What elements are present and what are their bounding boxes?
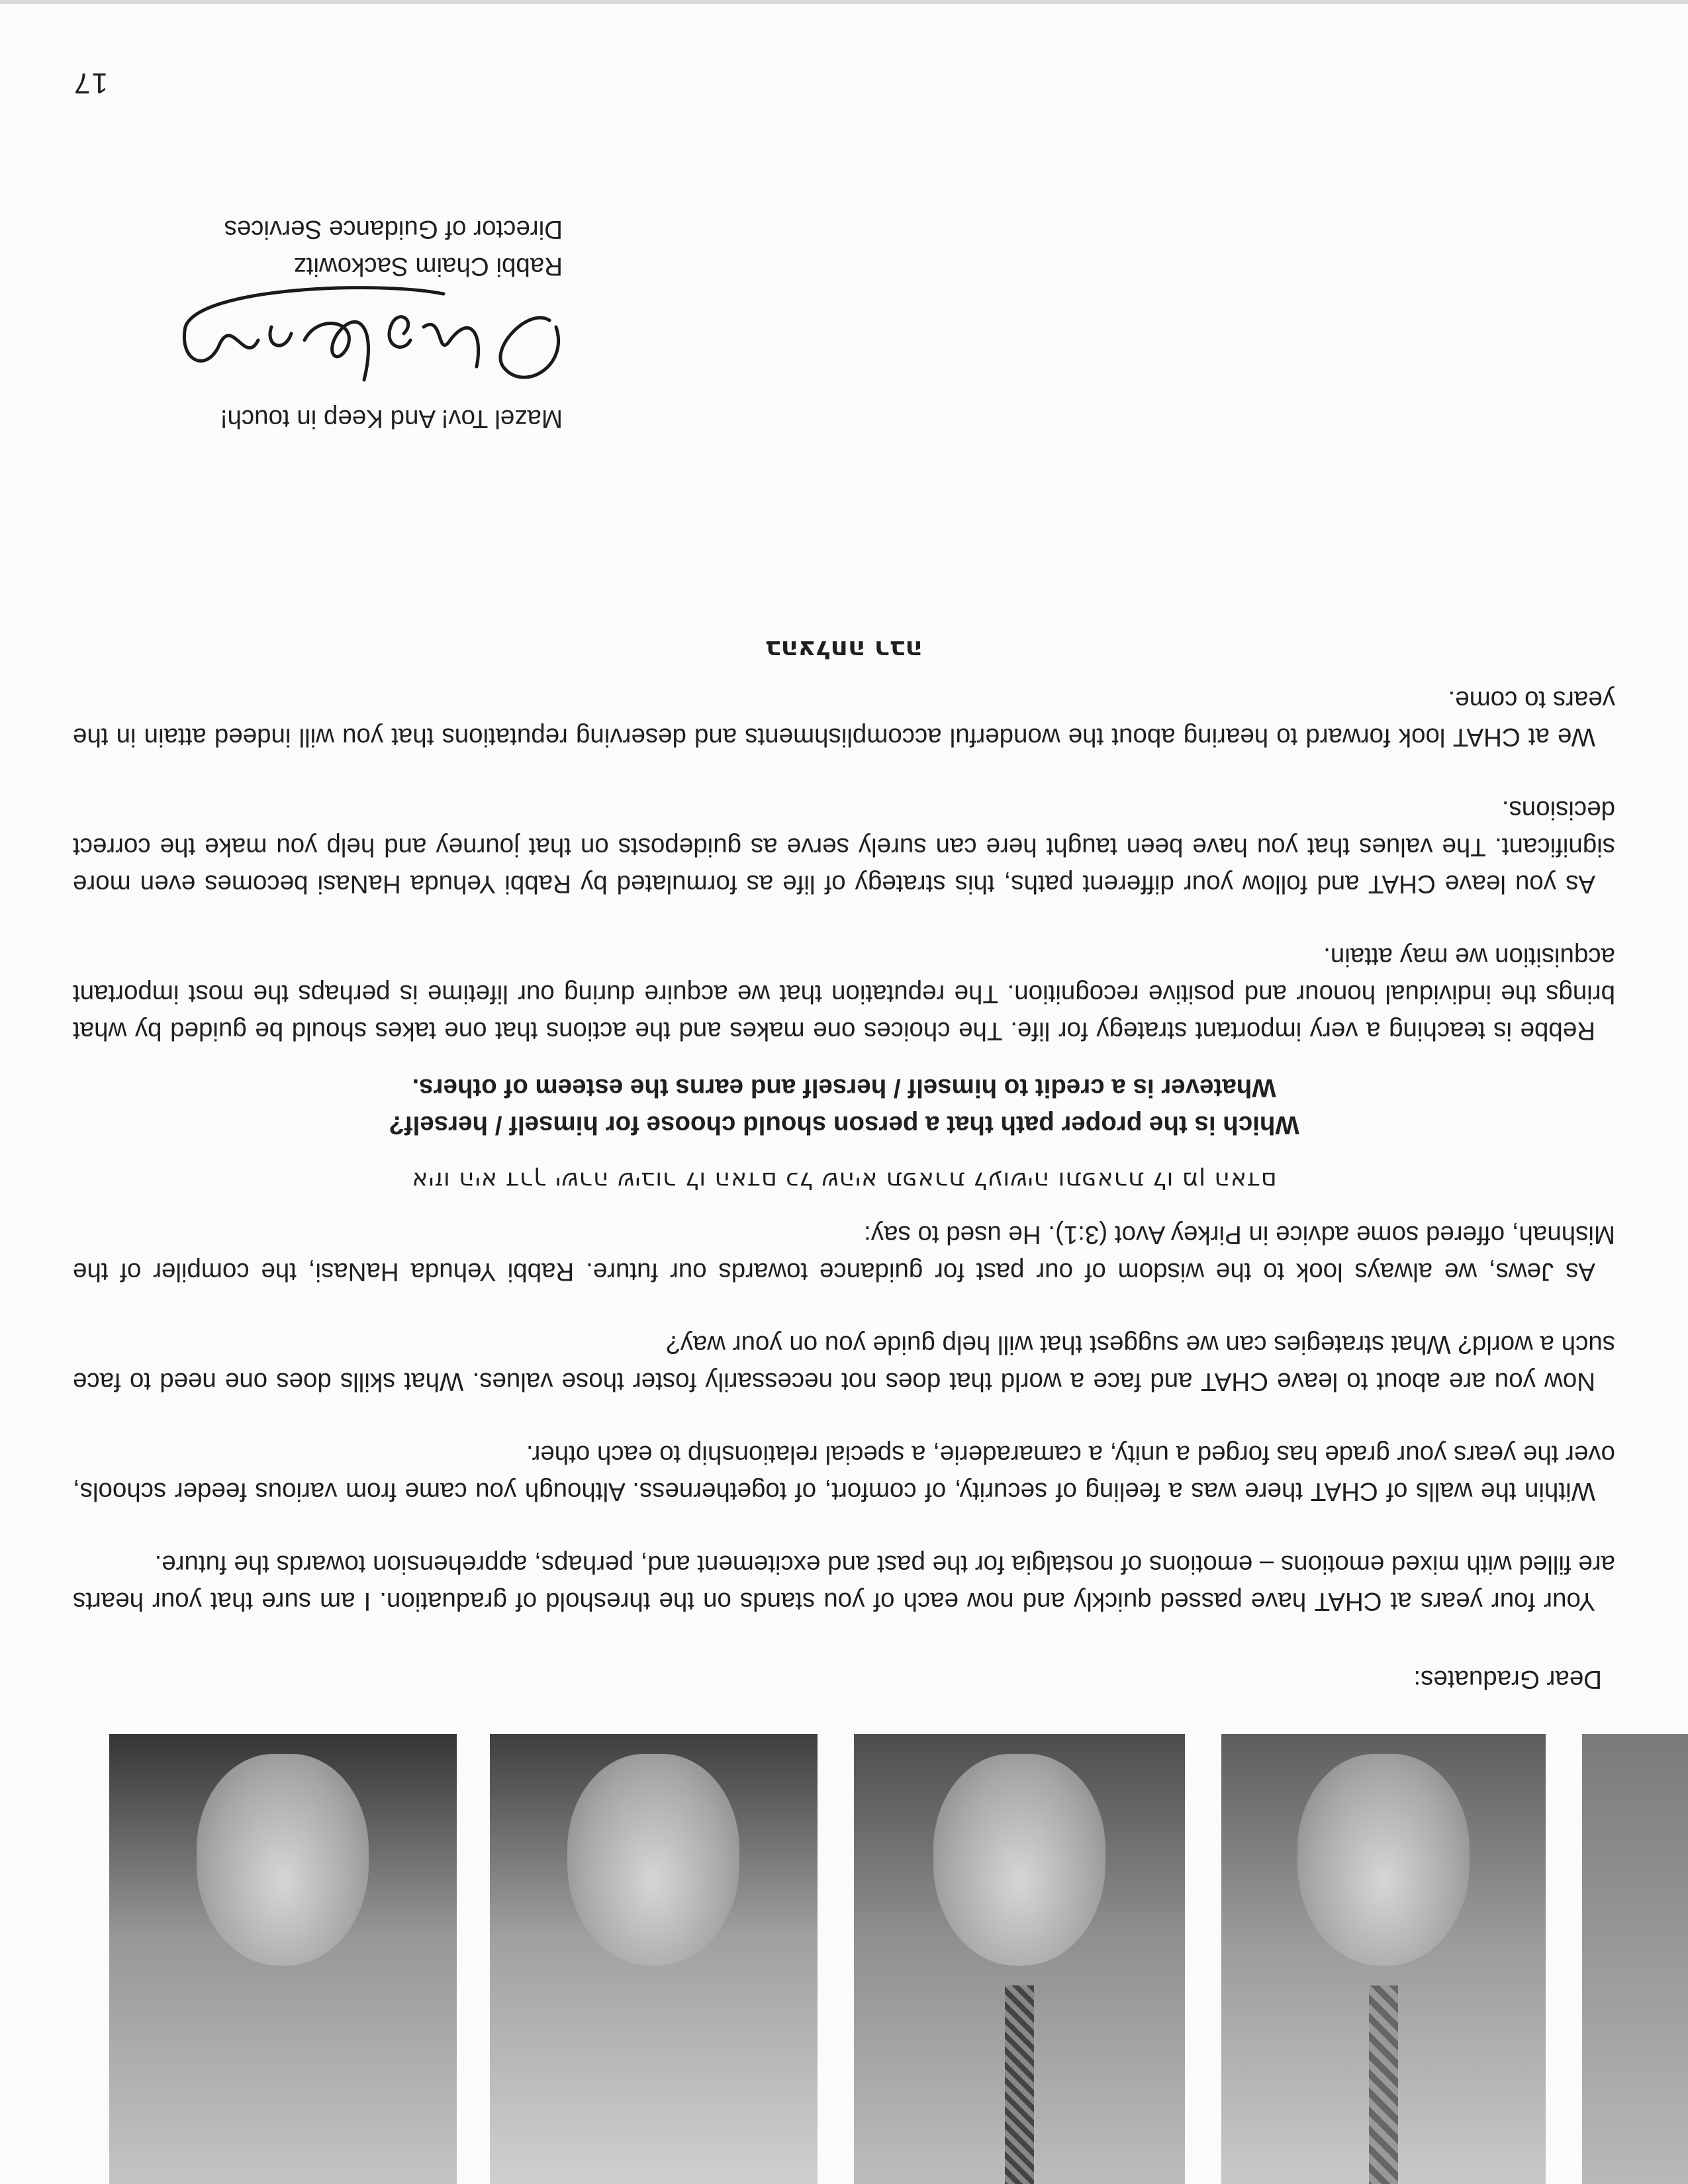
signature-block: [60, 210, 563, 437]
paragraph-6: As you leave CHAT and follow your different paths, this strategy of life as formulated by Rabbi Yehuda HaNasi becomes even more significant. The values that you have been taught here can surely serve as guideposts on that journey and help you make the correct decisions.: [73, 796, 1615, 898]
salutation: Dear Graduates:: [1413, 1665, 1602, 1694]
paragraph-5: Rebbe is teaching a very important strategy for life. The choices one makes and the actions that one takes should be guided by what brings the individual honour and positive recognition. The reputation that we acquire during our lifetime is perhaps the most important acquisition we may attain.: [73, 942, 1615, 1045]
signatory-name: Rabbi Chaim Sackowitz: [293, 252, 563, 281]
staff-photo-2: [1221, 1734, 1546, 2184]
photo-strip: [0, 1721, 1688, 2184]
staff-photo-1: [1582, 1734, 1688, 2184]
paragraph-4: As Jews, we always look to the wisdom of our past for guidance towards our future. Rabbi Yehuda HaNasi, the compiler of the Mishnah, offered some advice in Pirkey Avot (3:1). He used to say:: [73, 1220, 1615, 1286]
scan-edge: [0, 0, 1688, 4]
staff-photo-4: [490, 1734, 818, 2184]
paragraph-1: Your four years at CHAT have passed quickly and now each of you stands on the threshold of graduation. I am sure that your hearts are filled with mixed emotions – emotions of nostalgia for the past and excitement and, perhaps, apprehension towards the future.: [73, 1550, 1615, 1615]
handwritten-signature: [152, 281, 576, 406]
bold-line-2: Whatever is a credit to himself / herself and earns the esteem of others.: [412, 1073, 1276, 1102]
staff-photo-3: [854, 1734, 1185, 2184]
closing-line: Mazel Tov! And Keep in touch!: [220, 404, 563, 433]
page-number: 17: [73, 67, 108, 99]
bold-line-1: Which is the proper path that a person should choose for himself / herself?: [389, 1111, 1299, 1139]
letter-body: [73, 604, 1615, 1698]
bold-quote: [73, 1069, 1615, 1143]
staff-photo-5: [109, 1734, 457, 2184]
paragraph-7: We at CHAT look forward to hearing about the wonderful accomplishments and deserving reputations that you will indeed attain in the years to come.: [73, 686, 1615, 751]
signatory-title: Director of Guidance Services: [224, 215, 563, 244]
paragraph-2: Within the walls of CHAT there was a feeling of security, of comfort, of togetherness. Although you came from various feeder schools, over the years your grade has forged a unity, a camaraderie, a special relationship to each other.: [73, 1440, 1615, 1506]
paragraph-3: Now you are about to leave CHAT and face a world that does not necessarily foster those values. What skills does one need to face such a world? What strategies can we suggest that will help guide you on your way?: [73, 1330, 1615, 1396]
hebrew-quote: איזו היא דרך ישרה שיבור לו האדם כל שהיא תפארת לעושיה ותפארת לו מן האדם: [411, 1167, 1277, 1194]
closing-hebrew: בהצלחה רבה: [765, 635, 923, 664]
